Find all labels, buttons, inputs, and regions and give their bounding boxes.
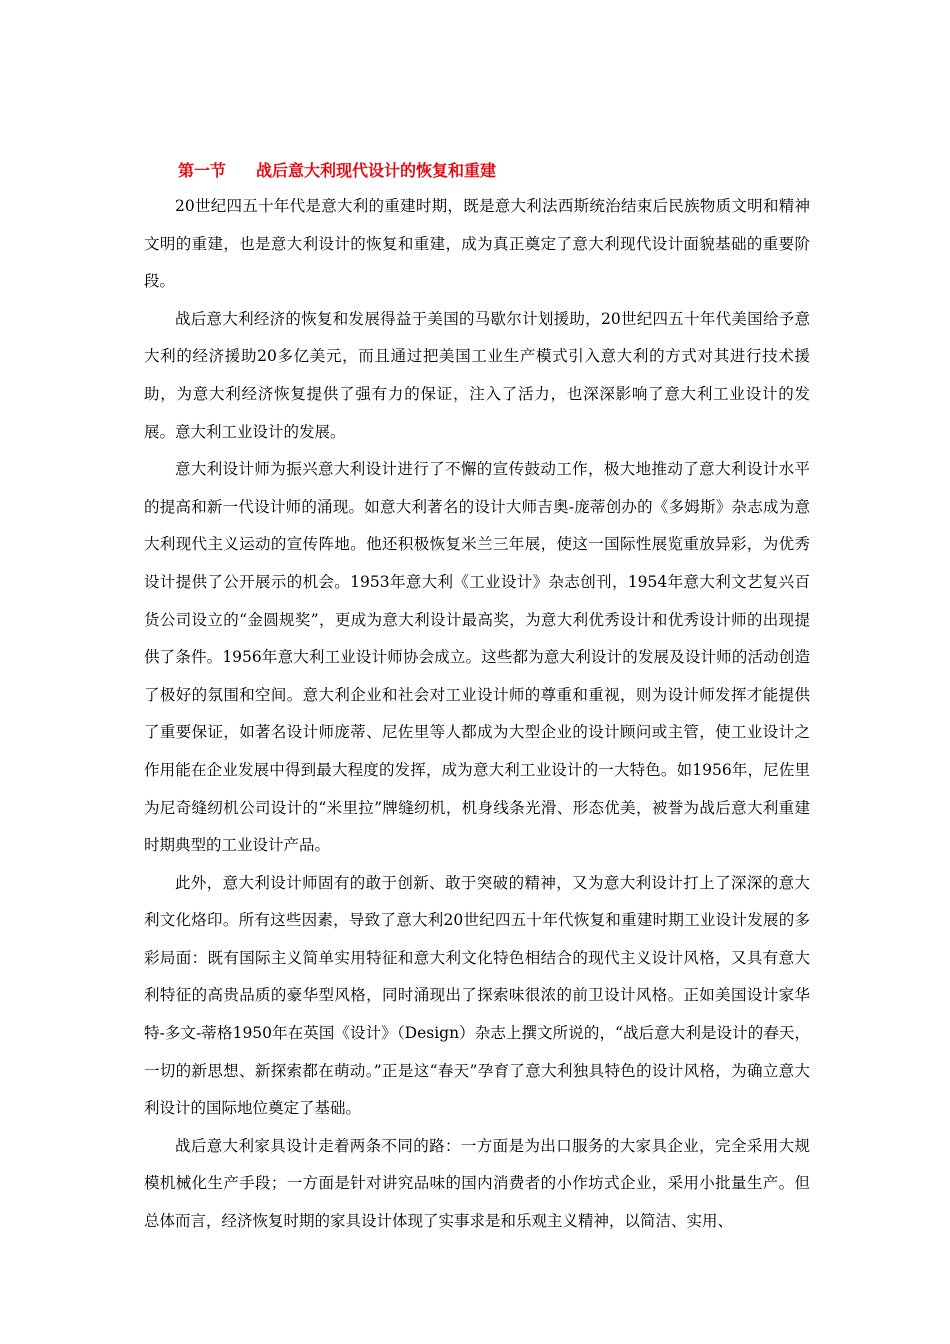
section-title: 战后意大利现代设计的恢复和重建 bbox=[256, 161, 497, 180]
paragraph: 此外，意大利设计师固有的敢于创新、敢于突破的精神，又为意大利设计打上了深深的意大利文化烙印。所有这些因素，导致了意大利20世纪四五十年代恢复和重建时期工业设计发展的多彩局面：既有国际主义简单实用特征和意大利文化特色相结合的现代主义设计风格，又具有意大利特征的高贵品质的豪华型风格，同时涌现出了探索味很浓的前卫设计风格。正如美国设计家华特-多文-蒂格1950年在英国《设计》（Design）杂志上撰文所说的，“战后意大利是设计的春天，一切的新思想、新探索都在萌动。”正是这“春天”孕育了意大利独具特色的设计风格，为确立意大利设计的国际地位奠定了基础。 bbox=[144, 873, 810, 1118]
section-heading bbox=[178, 160, 818, 182]
body-text bbox=[144, 188, 810, 1241]
paragraph: 20世纪四五十年代是意大利的重建时期，既是意大利法西斯统治结束后民族物质文明和精神文明的重建，也是意大利设计的恢复和重建，成为真正奠定了意大利现代设计面貌基础的重要阶段。 bbox=[144, 197, 810, 291]
paragraph: 战后意大利家具设计走着两条不同的路：一方面是为出口服务的大家具企业，完全采用大规模机械化生产手段；一方面是针对讲究品味的国内消费者的小作坊式企业，采用小批量生产。但总体而言，经济恢复时期的家具设计体现了实事求是和乐观主义精神，以简洁、实用、 bbox=[144, 1136, 810, 1231]
section-number: 第一节 bbox=[178, 161, 227, 180]
paragraph: 战后意大利经济的恢复和发展得益于美国的马歇尔计划援助，20世纪四五十年代美国给予意大利的经济援助20多亿美元，而且通过把美国工业生产模式引入意大利的方式对其进行技术援助，为意大利经济恢复提供了强有力的保证，注入了活力，也深深影响了意大利工业设计的发展。意大利工业设计的发展。 bbox=[144, 309, 810, 441]
paragraph: 意大利设计师为振兴意大利设计进行了不懈的宣传鼓动工作，极大地推动了意大利设计水平的提高和新一代设计师的涌现。如意大利著名的设计大师吉奥-庞蒂创办的《多姆斯》杂志成为意大利现代主义运动的宣传阵地。他还积极恢复米兰三年展，使这一国际性展览重放异彩，为优秀设计提供了公开展示的机会。1953年意大利《工业设计》杂志创刊，1954年意大利文艺复兴百货公司设立的“金圆规奖”，更成为意大利设计最高奖，为意大利优秀设计和优秀设计师的出现提供了条件。1956年意大利工业设计师协会成立。这些都为意大利设计的发展及设计师的活动创造了极好的氛围和空间。意大利企业和社会对工业设计师的尊重和重视，则为设计师发挥才能提供了重要保证，如著名设计师庞蒂、尼佐里等人都成为大型企业的设计顾问或主管，使工业设计之作用能在企业发展中得到最大程度的发挥，成为意大利工业设计的一大特色。如1956年，尼佐里为尼奇缝纫机公司设计的“米里拉”牌缝纫机，机身线条光滑、形态优美，被誉为战后意大利重建时期典型的工业设计产品。 bbox=[144, 460, 810, 855]
